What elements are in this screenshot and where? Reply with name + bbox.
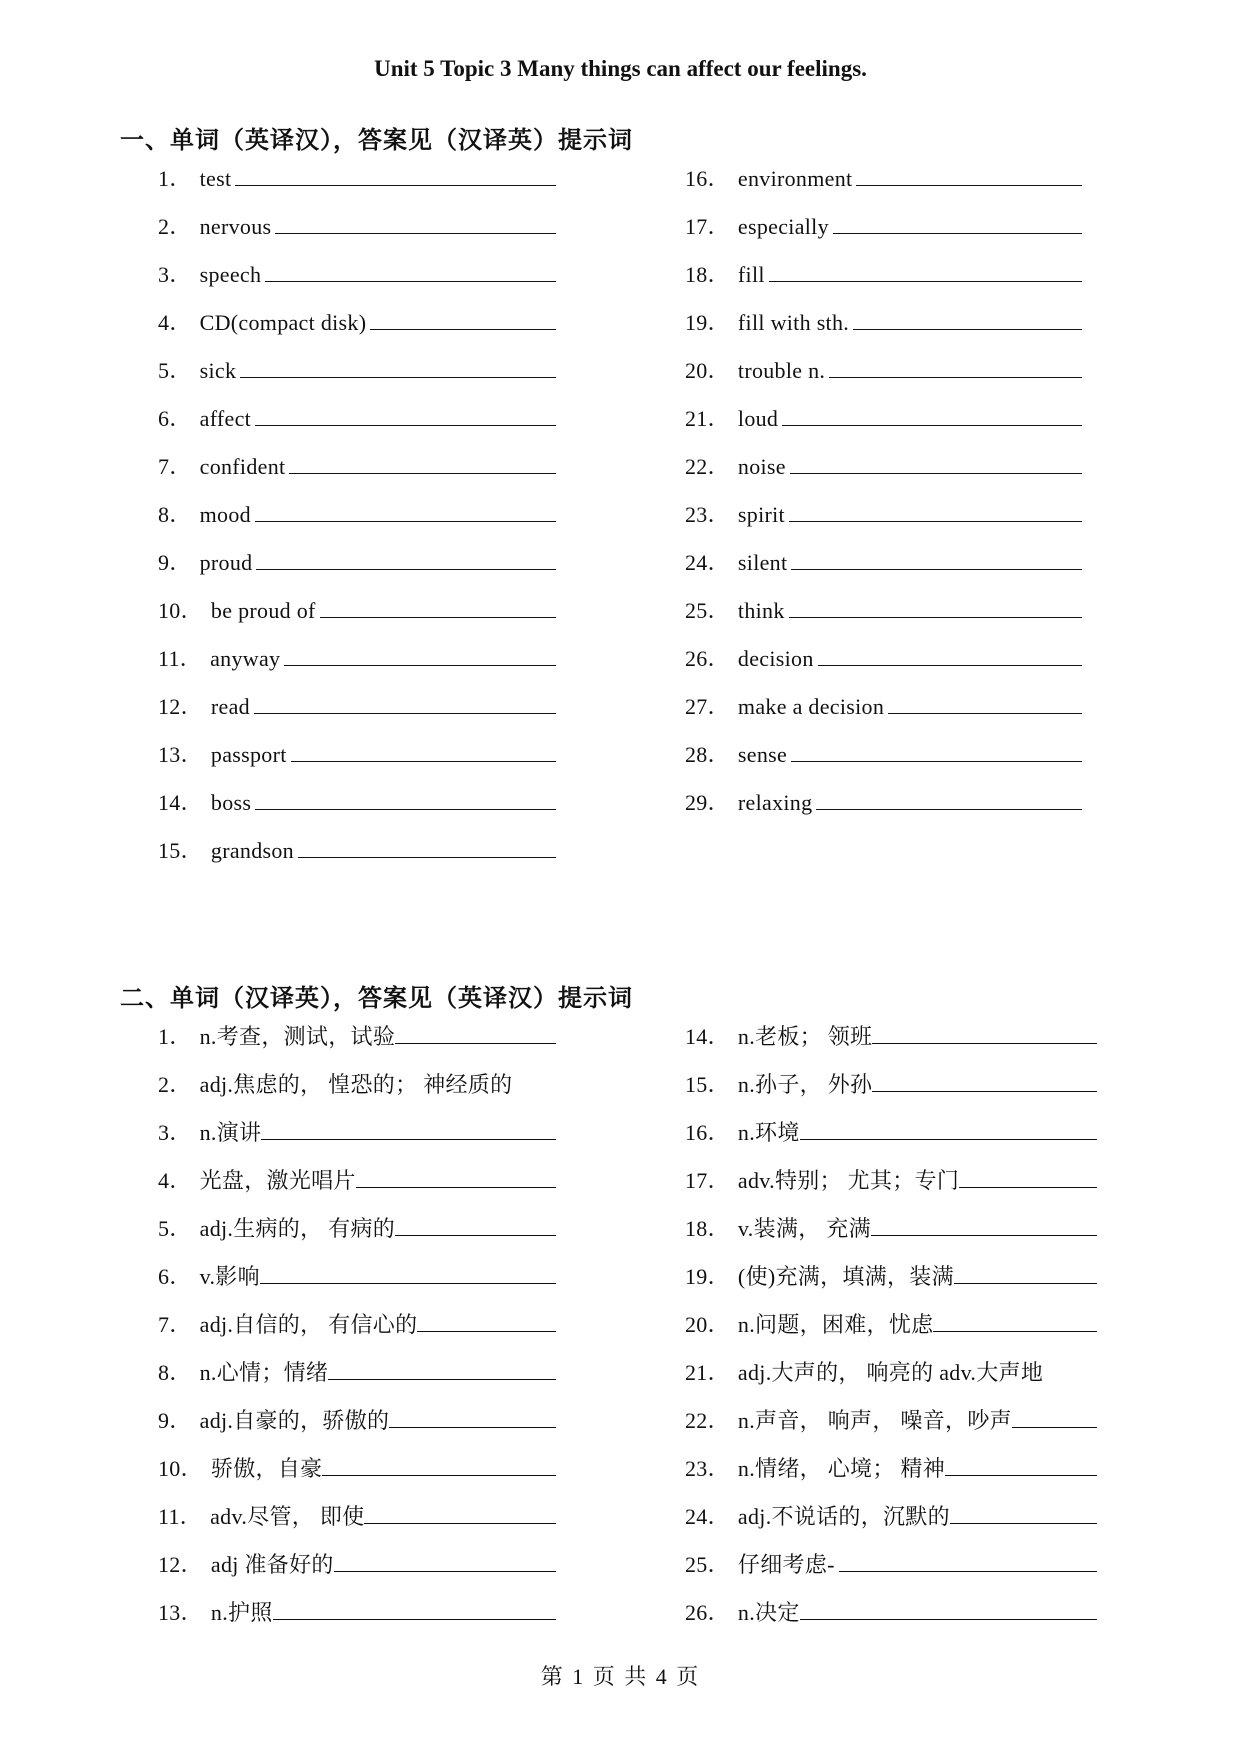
vocab-item — [685, 306, 1082, 354]
answer-blank[interactable] — [790, 455, 1082, 474]
item-number: 24 ． — [685, 1500, 730, 1531]
item-word: adj.自信的， 有信心的 — [199, 1312, 418, 1337]
answer-blank[interactable] — [291, 743, 556, 762]
item-number: 4 ． — [158, 1164, 192, 1195]
vocab-item — [158, 786, 556, 834]
vocab-item — [685, 1212, 1097, 1260]
answer-blank[interactable] — [791, 743, 1082, 762]
item-number: 20 ． — [685, 1308, 730, 1339]
answer-blank[interactable] — [872, 1073, 1097, 1092]
answer-blank[interactable] — [389, 1409, 556, 1428]
answer-blank[interactable] — [871, 1217, 1097, 1236]
item-word: noise — [737, 454, 786, 479]
item-number: 11 ． — [158, 642, 202, 673]
answer-blank[interactable] — [240, 359, 556, 378]
vocab-item — [158, 1164, 556, 1212]
answer-blank[interactable] — [933, 1313, 1097, 1332]
item-number: 12 ． — [158, 690, 203, 721]
item-number: 19 ． — [685, 306, 730, 337]
item-number: 22 ． — [685, 1404, 730, 1435]
item-number: 28 ． — [685, 738, 730, 769]
item-number: 26 ． — [685, 1596, 730, 1627]
vocab-item — [158, 354, 556, 402]
item-word: n.老板； 领班 — [737, 1024, 873, 1049]
item-word: n.环境 — [737, 1120, 800, 1145]
answer-blank[interactable] — [322, 1457, 556, 1476]
answer-blank[interactable] — [395, 1025, 556, 1044]
vocab-item — [158, 402, 556, 450]
item-word: (使)充满，填满，装满 — [737, 1264, 954, 1289]
item-number: 16 ． — [685, 1116, 730, 1147]
vocab-item — [158, 690, 556, 738]
answer-blank[interactable] — [235, 167, 556, 186]
answer-blank[interactable] — [255, 791, 556, 810]
answer-blank[interactable] — [370, 311, 556, 330]
answer-blank[interactable] — [275, 215, 556, 234]
answer-blank[interactable] — [782, 407, 1082, 426]
vocab-item — [685, 210, 1082, 258]
item-word: be proud of — [210, 598, 316, 623]
item-number: 21 ． — [685, 1356, 730, 1387]
answer-blank[interactable] — [829, 359, 1082, 378]
answer-blank[interactable] — [284, 647, 556, 666]
answer-blank[interactable] — [769, 263, 1082, 282]
answer-blank[interactable] — [945, 1457, 1097, 1476]
item-number: 25 ． — [685, 1548, 730, 1579]
item-number: 5 ． — [158, 1212, 192, 1243]
vocab-item — [158, 1212, 556, 1260]
item-word: v.影响 — [199, 1264, 260, 1289]
vocab-item — [685, 1356, 1097, 1404]
item-word: adj 准备好的 — [210, 1552, 334, 1577]
item-word: anyway — [210, 646, 281, 671]
item-word: adv.特别； 尤其；专门 — [737, 1168, 960, 1193]
item-word: sense — [737, 742, 788, 767]
answer-blank[interactable] — [265, 263, 556, 282]
answer-blank[interactable] — [872, 1025, 1097, 1044]
item-number: 14 ． — [158, 786, 203, 817]
vocab-item — [685, 1500, 1097, 1548]
answer-blank[interactable] — [950, 1505, 1097, 1524]
vocab-item — [158, 834, 556, 882]
item-word: n.声音， 响声， 噪音，吵声 — [737, 1408, 1012, 1433]
item-word: proud — [199, 550, 253, 575]
item-word: adj.焦虑的， 惶恐的； 神经质的 — [199, 1072, 513, 1097]
answer-blank[interactable] — [320, 599, 556, 618]
item-number: 13 ． — [158, 738, 203, 769]
item-word: especially — [737, 214, 829, 239]
item-word: passport — [210, 742, 287, 767]
item-number: 17 ． — [685, 210, 730, 241]
vocab-item — [158, 1068, 556, 1116]
answer-blank[interactable] — [800, 1121, 1097, 1140]
item-number: 6 ． — [158, 1260, 192, 1291]
answer-blank[interactable] — [417, 1313, 556, 1332]
item-word: read — [210, 694, 250, 719]
vocab-item — [158, 450, 556, 498]
answer-blank[interactable] — [856, 167, 1082, 186]
item-number: 9 ． — [158, 1404, 192, 1435]
item-word: confident — [199, 454, 286, 479]
vocab-item — [158, 1404, 556, 1452]
item-number: 15 ． — [685, 1068, 730, 1099]
item-number: 9 ． — [158, 546, 192, 577]
item-word: n.护照 — [210, 1600, 273, 1625]
vocab-item — [685, 1548, 1097, 1596]
answer-blank[interactable] — [818, 647, 1082, 666]
vocab-item — [158, 162, 556, 210]
vocab-item — [685, 162, 1082, 210]
item-number: 23 ． — [685, 498, 730, 529]
vocab-item — [158, 642, 556, 690]
item-number: 6 ． — [158, 402, 192, 433]
vocab-item — [158, 1116, 556, 1164]
vocab-item — [158, 546, 556, 594]
answer-blank[interactable] — [833, 215, 1082, 234]
item-number: 8 ． — [158, 498, 192, 529]
item-word: adj.不说话的，沉默的 — [737, 1504, 950, 1529]
item-number: 10 ． — [158, 1452, 203, 1483]
item-number: 17 ． — [685, 1164, 730, 1195]
vocab-item — [685, 1020, 1097, 1068]
vocab-item — [685, 258, 1082, 306]
vocab-item — [685, 1116, 1097, 1164]
item-number: 3 ． — [158, 1116, 192, 1147]
item-word: silent — [737, 550, 788, 575]
answer-blank[interactable] — [261, 1121, 556, 1140]
item-word: n.心情；情绪 — [199, 1360, 329, 1385]
item-number: 1 ． — [158, 1020, 192, 1051]
item-number: 3 ． — [158, 258, 192, 289]
item-number: 1 ． — [158, 162, 192, 193]
vocab-item — [158, 1596, 556, 1644]
item-word: loud — [737, 406, 779, 431]
answer-blank[interactable] — [256, 551, 556, 570]
answer-blank[interactable] — [789, 599, 1082, 618]
item-word: think — [737, 598, 785, 623]
vocab-item — [685, 1308, 1097, 1356]
vocab-item — [158, 1356, 556, 1404]
vocab-item — [685, 354, 1082, 402]
vocab-item — [685, 1068, 1097, 1116]
vocab-item — [685, 1404, 1097, 1452]
answer-blank[interactable] — [298, 839, 556, 858]
vocab-item — [685, 1164, 1097, 1212]
item-word: fill with sth. — [737, 310, 850, 335]
section1-right-column — [685, 162, 1082, 834]
item-word: boss — [210, 790, 252, 815]
item-word: n.问题，困难，忧虑 — [737, 1312, 934, 1337]
answer-blank[interactable] — [260, 1265, 556, 1284]
vocab-item — [158, 738, 556, 786]
item-number: 16 ． — [685, 162, 730, 193]
item-word: decision — [737, 646, 814, 671]
item-number: 26 ． — [685, 642, 730, 673]
vocab-item — [158, 1260, 556, 1308]
item-word: test — [199, 166, 232, 191]
item-word: adj.自豪的，骄傲的 — [199, 1408, 390, 1433]
section2-heading: 二、单词（汉译英），答案见（英译汉）提示词 — [120, 984, 633, 1012]
answer-blank[interactable] — [395, 1217, 556, 1236]
item-number: 23 ． — [685, 1452, 730, 1483]
vocab-item — [158, 1308, 556, 1356]
answer-blank[interactable] — [255, 407, 556, 426]
section2-left-column — [158, 1020, 556, 1644]
item-number: 27 ． — [685, 690, 730, 721]
answer-blank[interactable] — [888, 695, 1082, 714]
item-number: 5 ． — [158, 354, 192, 385]
item-number: 14 ． — [685, 1020, 730, 1051]
item-word: make a decision — [737, 694, 885, 719]
section1-left-column — [158, 162, 556, 882]
item-number: 7 ． — [158, 450, 192, 481]
item-word: nervous — [199, 214, 272, 239]
vocab-item — [685, 546, 1082, 594]
item-number: 29 ． — [685, 786, 730, 817]
item-number: 15 ． — [158, 834, 203, 865]
item-number: 20 ． — [685, 354, 730, 385]
item-number: 8 ． — [158, 1356, 192, 1387]
item-word: affect — [199, 406, 252, 431]
item-word: n.考查，测试，试验 — [199, 1024, 396, 1049]
item-number: 24 ． — [685, 546, 730, 577]
vocab-item — [158, 1548, 556, 1596]
item-number: 18 ． — [685, 1212, 730, 1243]
vocab-item — [685, 642, 1082, 690]
item-word: n.演讲 — [199, 1120, 262, 1145]
answer-blank[interactable] — [289, 455, 556, 474]
vocab-item — [685, 1260, 1097, 1308]
vocab-item — [158, 594, 556, 642]
item-word: grandson — [210, 838, 294, 863]
item-word: sick — [199, 358, 237, 383]
answer-blank[interactable] — [334, 1553, 556, 1572]
item-number: 19 ． — [685, 1260, 730, 1291]
vocab-item — [158, 306, 556, 354]
item-word: trouble n. — [737, 358, 826, 383]
item-number: 11 ． — [158, 1500, 202, 1531]
item-word: relaxing — [737, 790, 813, 815]
vocab-item — [685, 690, 1082, 738]
item-number: 18 ． — [685, 258, 730, 289]
item-word: mood — [199, 502, 251, 527]
item-number: 4 ． — [158, 306, 192, 337]
answer-blank[interactable] — [853, 311, 1082, 330]
section2-right-column — [685, 1020, 1097, 1644]
answer-blank[interactable] — [254, 695, 556, 714]
item-number: 22 ． — [685, 450, 730, 481]
vocab-item — [685, 1452, 1097, 1500]
item-word: n.决定 — [737, 1600, 800, 1625]
answer-blank[interactable] — [800, 1601, 1097, 1620]
item-word: CD(compact disk) — [199, 310, 367, 335]
vocab-item — [685, 738, 1082, 786]
item-number: 7 ． — [158, 1308, 192, 1339]
item-word: 仔细考虑- — [737, 1552, 835, 1577]
section1-heading: 一、单词（英译汉），答案见（汉译英）提示词 — [120, 126, 633, 154]
item-word: spirit — [737, 502, 785, 527]
answer-blank[interactable] — [328, 1361, 556, 1380]
vocab-item — [685, 498, 1082, 546]
vocab-item — [685, 1596, 1097, 1644]
item-number: 2 ． — [158, 1068, 192, 1099]
item-word: v.装满， 充满 — [737, 1216, 871, 1241]
answer-blank[interactable] — [789, 503, 1082, 522]
answer-blank[interactable] — [356, 1169, 556, 1188]
answer-blank[interactable] — [791, 551, 1082, 570]
vocab-item — [158, 1452, 556, 1500]
answer-blank[interactable] — [954, 1265, 1097, 1284]
answer-blank[interactable] — [816, 791, 1082, 810]
item-number: 21 ． — [685, 402, 730, 433]
answer-blank[interactable] — [364, 1505, 556, 1524]
vocab-item — [685, 450, 1082, 498]
answer-blank[interactable] — [1012, 1409, 1097, 1428]
vocab-item — [685, 402, 1082, 450]
item-word: n.情绪， 心境； 精神 — [737, 1456, 946, 1481]
worksheet-title: Unit 5 Topic 3 Many things can affect our feelings. — [374, 56, 867, 81]
item-word: environment — [737, 166, 853, 191]
item-word: adj.生病的， 有病的 — [199, 1216, 396, 1241]
page-footer: 第 1 页 共 4 页 — [540, 1664, 701, 1689]
vocab-item — [158, 258, 556, 306]
vocab-item — [158, 1020, 556, 1068]
answer-blank[interactable] — [255, 503, 556, 522]
vocab-item — [158, 1500, 556, 1548]
item-number: 10 ． — [158, 594, 203, 625]
item-number: 25 ． — [685, 594, 730, 625]
item-word: 骄傲，自豪 — [210, 1456, 323, 1481]
vocab-item — [158, 498, 556, 546]
item-word: adj.大声的， 响亮的 adv.大声地 — [737, 1360, 1044, 1385]
item-number: 12 ． — [158, 1548, 203, 1579]
item-number: 2 ． — [158, 210, 192, 241]
vocab-item — [685, 786, 1082, 834]
item-word: speech — [199, 262, 262, 287]
item-word: n.孙子， 外孙 — [737, 1072, 873, 1097]
item-word: adv.尽管， 即使 — [210, 1504, 365, 1529]
answer-blank[interactable] — [959, 1169, 1097, 1188]
item-word: 光盘，激光唱片 — [199, 1168, 356, 1193]
answer-blank[interactable] — [273, 1601, 556, 1620]
item-word: fill — [737, 262, 765, 287]
vocab-item — [158, 210, 556, 258]
item-number: 13 ． — [158, 1596, 203, 1627]
vocab-item — [685, 594, 1082, 642]
answer-blank[interactable] — [839, 1553, 1097, 1572]
